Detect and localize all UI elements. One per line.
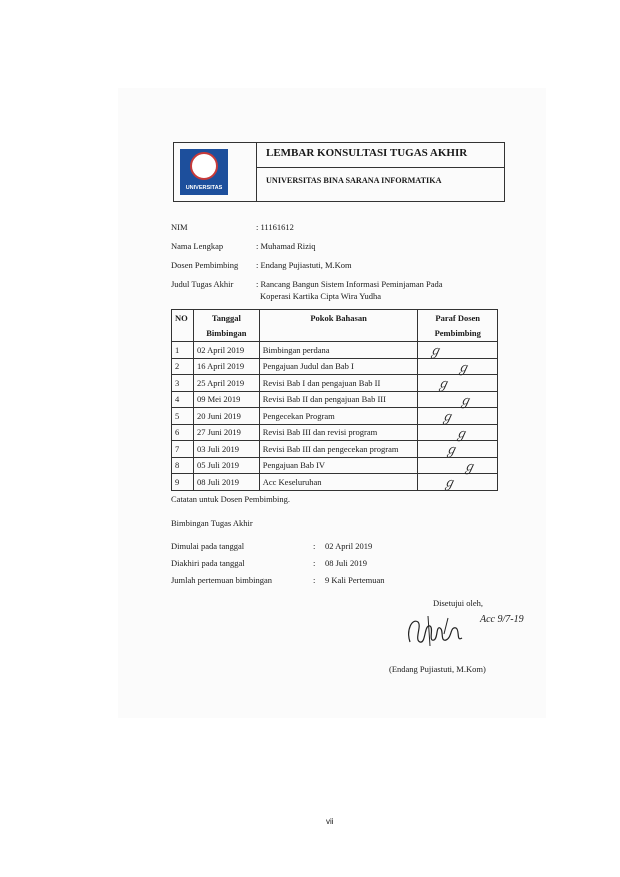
header-tanggal-line2: Bimbingan — [206, 328, 247, 338]
paraf-initial: ℊ — [442, 476, 456, 491]
logo-text: UNIVERSITAS — [185, 185, 223, 191]
info-value: : Muhamad Riziq — [256, 241, 316, 251]
cell-tanggal: 05 Juli 2019 — [193, 457, 259, 474]
cell-pokok: Revisi Bab I dan pengajuan Bab II — [259, 375, 418, 392]
acc-note: Acc 9/7-19 — [480, 614, 524, 625]
cell-no: 1 — [172, 342, 194, 359]
info-value: : Rancang Bangun Sistem Informasi Peminjaman Pada — [256, 279, 443, 289]
table-row — [172, 474, 498, 491]
cell-paraf — [418, 358, 498, 375]
cell-pokok: Bimbingan perdana — [259, 342, 418, 359]
signature-icon — [404, 612, 474, 652]
university-logo — [180, 149, 228, 195]
university-name: UNIVERSITAS BINA SARANA INFORMATIKA — [266, 176, 442, 185]
paraf-initial: ℊ — [458, 393, 472, 409]
info-value: : 11161612 — [256, 222, 294, 232]
cell-pokok: Pengecekan Program — [259, 408, 418, 425]
paraf-initial: ℊ — [454, 426, 468, 442]
date-colon: : — [313, 575, 316, 585]
table-row — [172, 441, 498, 458]
document-title: LEMBAR KONSULTASI TUGAS AKHIR — [266, 147, 468, 159]
header-divider — [256, 167, 504, 168]
date-label: Dimulai pada tanggal — [171, 541, 245, 551]
date-label: Jumlah pertemuan bimbingan — [171, 575, 273, 585]
cell-no: 4 — [172, 391, 194, 408]
cell-tanggal: 02 April 2019 — [193, 342, 259, 359]
table-row — [172, 375, 498, 392]
cell-no: 3 — [172, 375, 194, 392]
table-row — [172, 342, 498, 359]
table-row — [172, 408, 498, 425]
cell-tanggal: 09 Mei 2019 — [193, 391, 259, 408]
cell-pokok: Revisi Bab II dan pengajuan Bab III — [259, 391, 418, 408]
cell-paraf — [418, 391, 498, 408]
paraf-initial: ℊ — [436, 377, 450, 392]
header-no: NO — [172, 310, 194, 342]
cell-no: 5 — [172, 408, 194, 425]
document-header — [173, 142, 505, 202]
cell-tanggal: 27 Juni 2019 — [193, 424, 259, 441]
header-paraf-line1: Paraf Dosen — [435, 313, 481, 323]
header-paraf-line2: Pembimbing — [434, 328, 481, 338]
date-label: Diakhiri pada tanggal — [171, 558, 245, 568]
cell-no: 8 — [172, 457, 194, 474]
header-pokok: Pokok Bahasan — [259, 310, 418, 342]
cell-tanggal: 20 Juni 2019 — [193, 408, 259, 425]
cell-paraf — [418, 424, 498, 441]
cell-tanggal: 25 April 2019 — [193, 375, 259, 392]
info-label: NIM — [171, 222, 188, 232]
table-header-row — [172, 310, 498, 342]
cell-no: 6 — [172, 424, 194, 441]
cell-tanggal: 08 Juli 2019 — [193, 474, 259, 491]
cell-tanggal: 03 Juli 2019 — [193, 441, 259, 458]
header-tanggal-line1: Tanggal — [211, 313, 241, 323]
cell-pokok: Pengajuan Bab IV — [259, 457, 418, 474]
cell-pokok: Acc Keseluruhan — [259, 474, 418, 491]
header-paraf — [418, 310, 498, 342]
paraf-initial: ℊ — [428, 344, 442, 359]
date-value: 02 April 2019 — [325, 541, 373, 551]
approval-label: Disetujui oleh, — [433, 598, 484, 608]
header-tanggal — [193, 310, 259, 342]
cell-no: 9 — [172, 474, 194, 491]
info-label: Nama Lengkap — [171, 241, 224, 251]
info-value-continued: Koperasi Kartika Cipta Wira Yudha — [260, 291, 381, 301]
bimbingan-heading: Bimbingan Tugas Akhir — [171, 518, 253, 528]
info-label: Dosen Pembimbing — [171, 260, 239, 270]
info-value: : Endang Pujiastuti, M.Kom — [256, 260, 352, 270]
logo-emblem-icon — [190, 152, 218, 180]
paraf-initial: ℊ — [462, 459, 476, 475]
approver-name: (Endang Pujiastuti, M.Kom) — [389, 664, 486, 674]
cell-paraf — [418, 441, 498, 458]
paraf-initial: ℊ — [456, 360, 470, 376]
date-value: 9 Kali Pertemuan — [325, 575, 385, 585]
cell-no: 2 — [172, 358, 194, 375]
logo-cell — [174, 143, 257, 201]
page-number: vii — [326, 817, 334, 826]
cell-paraf — [418, 474, 498, 491]
info-label: Judul Tugas Akhir — [171, 279, 234, 289]
cell-pokok: Pengajuan Judul dan Bab I — [259, 358, 418, 375]
catatan-note: Catatan untuk Dosen Pembimbing. — [171, 494, 290, 504]
paraf-initial: ℊ — [440, 410, 454, 425]
consultation-table — [171, 309, 498, 491]
paraf-initial: ℊ — [444, 443, 458, 458]
cell-pokok: Revisi Bab III dan pengecekan program — [259, 441, 418, 458]
cell-paraf — [418, 457, 498, 474]
date-value: 08 Juli 2019 — [325, 558, 368, 568]
date-colon: : — [313, 558, 316, 568]
cell-no: 7 — [172, 441, 194, 458]
date-colon: : — [313, 541, 316, 551]
cell-tanggal: 16 April 2019 — [193, 358, 259, 375]
cell-pokok: Revisi Bab III dan revisi program — [259, 424, 418, 441]
